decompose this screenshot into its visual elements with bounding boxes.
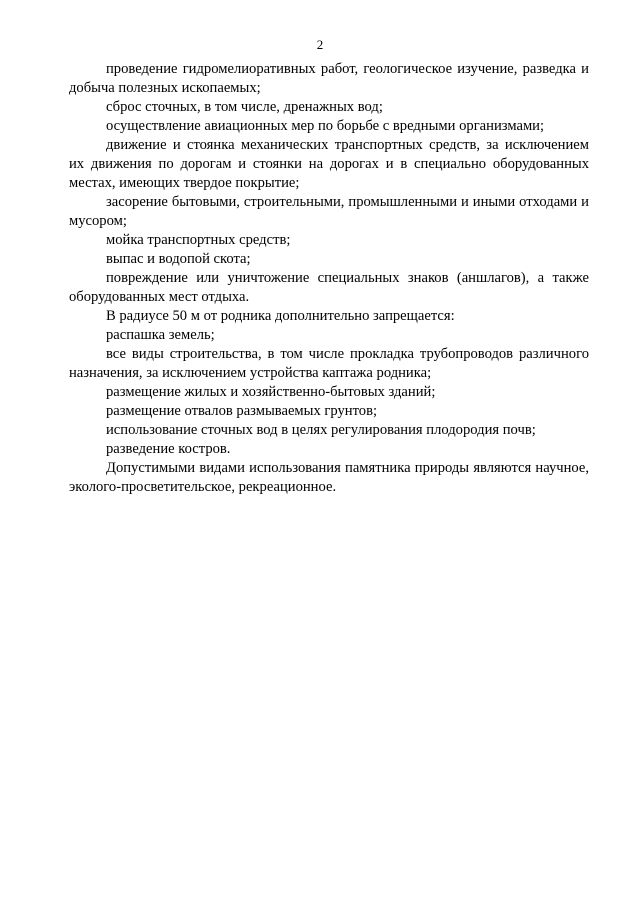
paragraph: повреждение или уничтожение специальных знаков (аншлагов), а также оборудованных мест отдыха. <box>69 270 589 305</box>
paragraph: осуществление авиационных мер по борьбе с вредными организмами; <box>106 118 545 134</box>
paragraph: сброс сточных, в том числе, дренажных вод; <box>106 99 383 115</box>
paragraph: Допустимыми видами использования памятника природы являются научное, эколого-просветительское, рекреационное. <box>69 460 589 495</box>
paragraph: В радиусе 50 м от родника дополнительно запрещается: <box>106 308 455 324</box>
paragraph: использование сточных вод в целях регулирования плодородия почв; <box>106 422 536 438</box>
paragraph: мойка транспортных средств; <box>106 232 291 248</box>
paragraph: проведение гидромелиоративных работ, геологическое изучение, разведка и добыча полезных ископаемых; <box>69 61 589 96</box>
paragraph: движение и стоянка механических транспортных средств, за исключением их движения по дорогам и стоянки на дорогах и в специально оборудованных местах, имеющих твердое покрытие; <box>69 137 589 191</box>
paragraph: распашка земель; <box>106 327 215 343</box>
paragraph: выпас и водопой скота; <box>106 251 251 267</box>
page-number: 2 <box>316 37 324 52</box>
document-body <box>69 60 589 497</box>
paragraph: разведение костров. <box>106 441 231 457</box>
paragraph: засорение бытовыми, строительными, промышленными и иными отходами и мусором; <box>69 194 589 229</box>
paragraph: размещение жилых и хозяйственно-бытовых зданий; <box>106 384 436 400</box>
paragraph: размещение отвалов размываемых грунтов; <box>106 403 378 419</box>
paragraph: все виды строительства, в том числе прокладка трубопроводов различного назначения, за исключением устройства каптажа родника; <box>69 346 589 381</box>
